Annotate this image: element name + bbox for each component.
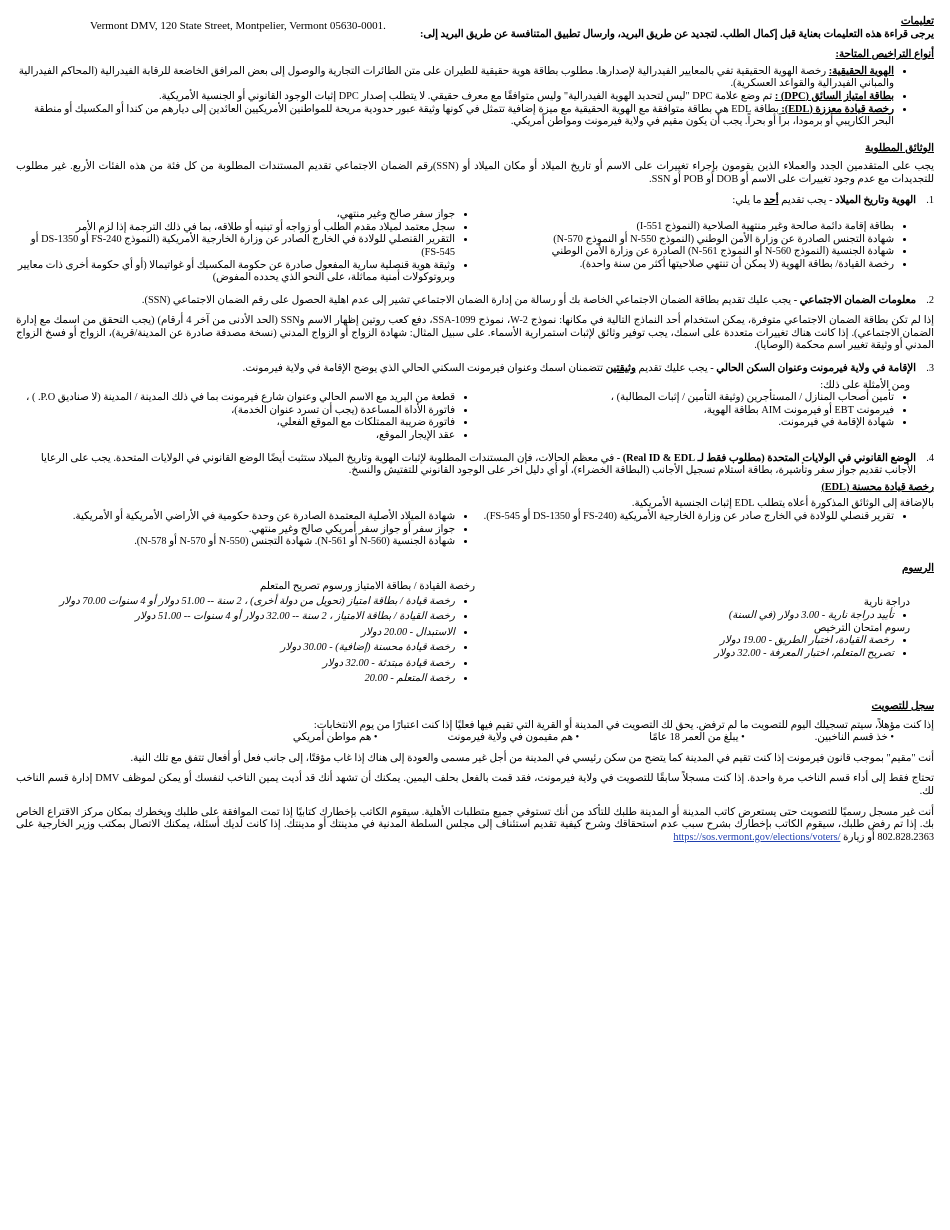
- list-item: • تقرير قنصلي للولادة في الخارج صادر عن وزارة الخارجية الأمريكية (FS-240 أو DS-1350 أو FS-545).: [475, 511, 894, 524]
- list-item: • عقد الإيجار الموقع،: [16, 430, 455, 443]
- fees-title: الرسوم: [901, 562, 934, 574]
- list-item: • رخصة قيادة مبتدئة - 32.00 دولار: [16, 656, 455, 672]
- list-item: • تأييد دراجة نارية - 3.00 دولار (في السنة): [475, 610, 894, 623]
- edl-intro: بالإضافة إلى الوثائق المذكورة أعلاه يتطلب EDL إثبات الجنسية الأمريكية.: [631, 498, 934, 510]
- list-item: • رخصة قيادة محسنة (إضافية) - 30.00 دولار: [16, 640, 455, 656]
- required-docs-intro: يجب على المتقدمين الجدد والعملاء الذين يقومون بإجراء تغييرات على الاسم أو تاريخ الميلاد أو مكان الميلاد أو (SSN)رقم الضمان الاجتماعي تقديم المستندات المطلوبة من كل فئة من هذه الفئات الأربع. غير مطلوب للتجديدات مع عدم وجود تغييرات على الاسم أو DOB أو POB أو SSN.: [16, 161, 934, 185]
- section-residency: 3. الإقامة في ولاية فيرمونت وعنوان السكن الحالي - يجب عليك تقديم وثيقتين تتضمنان اسمك وعنوان فيرمونت السكني الحالي الذي يوضح الإقامة في ولاية فيرمونت.: [242, 363, 934, 375]
- list-item: • رخصة القيادة / بطاقة الامتياز ، 2 سنة -- 32.00 دولار أو 4 سنوات -- 51.00 دولار: [16, 609, 455, 625]
- required-docs-title: الوثائق المطلوبة: [865, 142, 934, 154]
- section-social-security: 2. معلومات الضمان الاجتماعي - يجب عليك تقديم بطاقة الضمان الاجتماعي الخاصة بك أو رسالة من إدارة الضمان الاجتماعي تشير إلى عدم اهلية الحصول على رقم الضمان الاجتماعي (SSN).: [141, 294, 934, 306]
- section-legal-status: 4. الوضع القانوني في الولايات المتحدة (مطلوب فقط لـ Real ID & EDL) - في معظم الحالات، فإن المستندات المطلوبة لإثبات الهوية وتاريخ الميلاد ستثبت أيضًا الوضع القانوني في الولايات المتحدة. يجب على الرعايا الأجانب تقديم جواز سفر وتأشيرة، بطاقة استلام تسجيل الأجانب (البطاقة الخضراء)، أو أي دليل اخر على الوجود القانوني للتفتيش والنسخ.: [40, 452, 934, 477]
- license-types-list: [16, 66, 934, 129]
- section-identity: 1. الهوية وتاريخ الميلاد - يجب تقديم أحد ما يلي:: [732, 194, 934, 206]
- instructions-intro: يرجى قراءة هذه التعليمات بعناية قبل إكمال الطلب. لتجديد عن طريق البريد، وارسال تطبيق المتنافسة عن طريق البريد إلى:: [419, 28, 934, 40]
- list-item: • يبلغ من العمر 18 عامًا: [649, 732, 745, 744]
- list-item: • تصريح المتعلم، اختبار المعرفة - 32.00 دولار: [475, 648, 894, 661]
- motorcycle-fees-list: [475, 610, 934, 623]
- list-item: • قطعة من البريد مع الاسم الحالي وعنوان شارع فيرمونت بما في ذلك المدينة / المدينة (لا صناديق P.O. ) ،: [16, 392, 455, 405]
- document-page: [16, 16, 934, 844]
- mailing-address: Vermont DMV, 120 State Street, Montpelier, Vermont 05630-0001.: [90, 20, 386, 32]
- list-item: • شهادة الجنسية (النموذج N-560 أو النموذج N-561) الصادرة عن وزارة الأمن الوطني: [475, 246, 894, 259]
- instructions-title: تعليمات: [900, 16, 934, 27]
- list-item: • شهادة التجنس الصادرة عن وزارة الأمن الوطني (النموذج N-550 أو النموذج N-570): [475, 234, 894, 247]
- voter-oath: تحتاج فقط إلى أداء قسم الناخب مرة واحدة. إذا كنت مسجلاً سابقًا للتصويت في ولاية فيرمونت، فقد قمت بالفعل بحلف اليمين. يمكنك أن تشهد أنك قد أديت يمين الناخب لنفسك أو يمكن لموظف DMV إدارة قسم الناخب لك.: [16, 773, 934, 797]
- list-item: • رخصة قيادة / بطاقة امتياز (تحويل من دولة أخرى) ، 2 سنة -- 51.00 دولار أو 4 سنوات 70.00 دولار: [16, 594, 455, 610]
- license-types-title: أنواع التراخيص المتاحة:: [835, 49, 934, 61]
- list-item: • سجل معتمد لميلاد مقدم الطلب أو زواجه أو تبنيه أو طلاقه، بما في ذلك الترجمة إذا لزم الأمر: [16, 222, 455, 235]
- list-item: • شهادة الجنسية (N-560 أو N-561). شهادة التجنس (N-550 أو N-570 أو N-578).: [16, 536, 455, 549]
- list-item: • فاتورة ضريبة الممتلكات مع الموقع الفعلي،: [16, 417, 455, 430]
- social-security-alternatives: إذا لم تكن بطاقة الضمان الاجتماعي متوفرة، يمكن استخدام أحد النماذج التالية في مكانها: نموذج W-2، نموذج SSA-1099، دفع كعب روتين إظهار الاسم وSSN (الحد الأدنى من آخر 4 أرقام) (يجب التحقق من اسمك مع إدارة الضمان الاجتماعي). إذا كانت هناك تغييرات متعددة على اسمك، يجب توفير وثائق لإثبات استمرارية الأسماء. على سبيل المثال: شهادة الزواج أو الزواج المدني (نسخة مصدقة صادرة عن المدينة/قرية)، الزواج أو فسخ الزواج المدني أو وثيقة تغيير اسم محكمة (الوصايا).: [16, 315, 935, 352]
- identity-docs-list-right: [475, 221, 934, 271]
- list-item: • رخصة القيادة/ بطاقة الهوية (لا يمكن أن تنتهي صلاحيتها أكثر من سنة واحدة).: [475, 259, 894, 272]
- list-item: • رخصة المتعلم - 20.00: [16, 671, 455, 687]
- list-item: • جواز سفر أو جواز سفر أمريكي صالح وغير منتهي.: [16, 524, 455, 537]
- list-item: • هم مواطن أمريكي: [292, 732, 378, 744]
- list-item: • الاستبدال - 20.00 دولار: [16, 625, 455, 641]
- voter-info-link[interactable]: https://sos.vermont.gov/elections/voters/: [673, 831, 841, 843]
- edl-docs-list-left: [16, 511, 475, 549]
- list-item: • وثيقة هوية قنصلية سارية المفعول صادرة عن حكومة المكسيك أو غواتيمالا (أو أي حكومة أخرى ذات معايير وبروتوكولات أمنية مماثلة، على النحو الذي يحدده المفوض): [16, 260, 455, 285]
- voting-intro: إذا كنت مؤهلاً، سيتم تسجيلك اليوم للتصويت ما لم ترفض. يحق لك التصويت في المدينة أو القرية التي تقيم فيها فعليًا إذا كنت اعتبارًا من يوم الانتخابات:: [313, 719, 934, 731]
- motorcycle-heading: دراجة نارية: [863, 597, 910, 609]
- registration-review: أنت غير مسجل رسميًا للتصويت حتى يستعرض كاتب المدينة أو المدينة طلبك للتأكد من أنك تستوفي جميع متطلبات الأهلية. سيقوم الكاتب بإخطارك كتابيًا إذا تمت الموافقة على طلبك ويخطرك بمكان مركز الاقتراع الخاص بك. إذا تم رفض طلبك، سيقوم الكاتب بإخطارك بشرح سبب عدم استحقاقك وشرح كيفية تقديم استئناف إلى مجلس السلطة المدنية في مدينتك أو مدينتك. إذا كانت لديك أسئلة، يمكنك الاتصال بمكتب وزير الخارجية على 802.828.2363 أو زيارة https://sos.vermont.gov/elections/voters/: [16, 806, 934, 843]
- list-item: • جواز سفر صالح وغير منتهي،: [16, 209, 455, 222]
- exam-fees-list: [475, 635, 934, 660]
- list-item: • فاتورة الأداة المساعدة (يجب أن تسرد عنوان الخدمة)،: [16, 405, 455, 418]
- residency-definition: أنت "مقيم" بموجب قانون فيرمونت إذا كنت تقيم في المدينة كما يتضح من سكن رئيسي في المدينة من أجل غير مسمى والعودة إلى هناك إذا غاب مؤقتًا، إلى جانب فعل أو أفعال تتفق مع تلك النية.: [130, 752, 934, 764]
- list-item: • شهادة الميلاد الأصلية المعتمدة الصادرة عن وحدة حكومية في الأراضي الأمريكية أو الأمريكية.: [16, 511, 455, 524]
- residency-docs-list-right: [475, 392, 934, 430]
- license-fees-list: [16, 594, 475, 687]
- edl-title: رخصة قيادة محسنة (EDL): [821, 481, 934, 493]
- voter-criteria: [16, 732, 934, 745]
- identity-docs-list-left: [16, 209, 475, 285]
- list-item: • تأمين أصحاب المنازل / المستأجرين (وثيقة التأمين / إثبات المطالبة) ،: [475, 392, 894, 405]
- list-item: • التقرير القنصلي للولادة في الخارج الصادر عن وزارة الخارجية الأمريكية (النموذج FS-240 أو DS-1350 أو FS-545): [16, 234, 455, 259]
- list-item: • بطاقة إقامة دائمة صالحة وغير منتهية الصلاحية (النموذج I-551): [475, 221, 894, 234]
- list-item: • رخصة قيادة معززة (EDL): بطاقة EDL هي بطاقة متوافقة مع الهوية الحقيقية مع ميزة إضافية تتمثل في كونها وثيقة عبور حدودية مريحة للمواطنين الأمريكيين العائدين إلى ديارهم من كندا أو المكسيك أو منطقة البحر الكاريبي أو برمودا، براً أو بحراً. يجب أن يكون مقيم في ولاية فيرمونت ومواطن أمريكي.: [16, 104, 894, 129]
- list-item: • خذ قسم الناخبين.: [814, 732, 894, 744]
- exam-fees-heading: رسوم امتحان الترخيص: [813, 622, 910, 634]
- residency-docs-list-left: [16, 392, 475, 442]
- list-item: • بطاقة امتياز السائق (DPC) : تم وضع علامة DPC "ليس لتحديد الهوية الفيدرالية" وليس متوافقًا مع معرف حقيقي. لا يتطلب إصدار DPC إثبات الوجود القانوني أو الجنسية الأمريكية.: [16, 91, 894, 104]
- residency-examples-label: ومن الأمثلة على ذلك:: [820, 379, 910, 391]
- license-fees-heading: رخصة القيادة / بطاقة الامتياز ورسوم تصريح المتعلم: [259, 581, 475, 593]
- list-item: • الهوية الحقيقية: رخصة الهوية الحقيقية تفي بالمعايير الفيدرالية لإصدارها. مطلوب بطاقة هوية حقيقية للطيران على متن الطائرات التجارية والوصول إلى بعض المرافق الخاضعة للرقابة الفيدرالية (المحاكم الفيدرالية والمباني الفيدرالية والقواعد العسكرية).: [16, 66, 894, 91]
- list-item: • شهادة الإقامة في فيرمونت.: [475, 417, 894, 430]
- list-item: • فيرمونت EBT أو فيرمونت AIM بطاقة الهوية،: [475, 405, 894, 418]
- voting-title: سجل للتصويت: [871, 700, 934, 712]
- edl-docs-list-right: [475, 511, 934, 524]
- list-item: • هم مقيمون في ولاية فيرمونت: [447, 732, 580, 744]
- list-item: • رخصة القيادة، اختبار الطريق - 19.00 دولار: [475, 635, 894, 648]
